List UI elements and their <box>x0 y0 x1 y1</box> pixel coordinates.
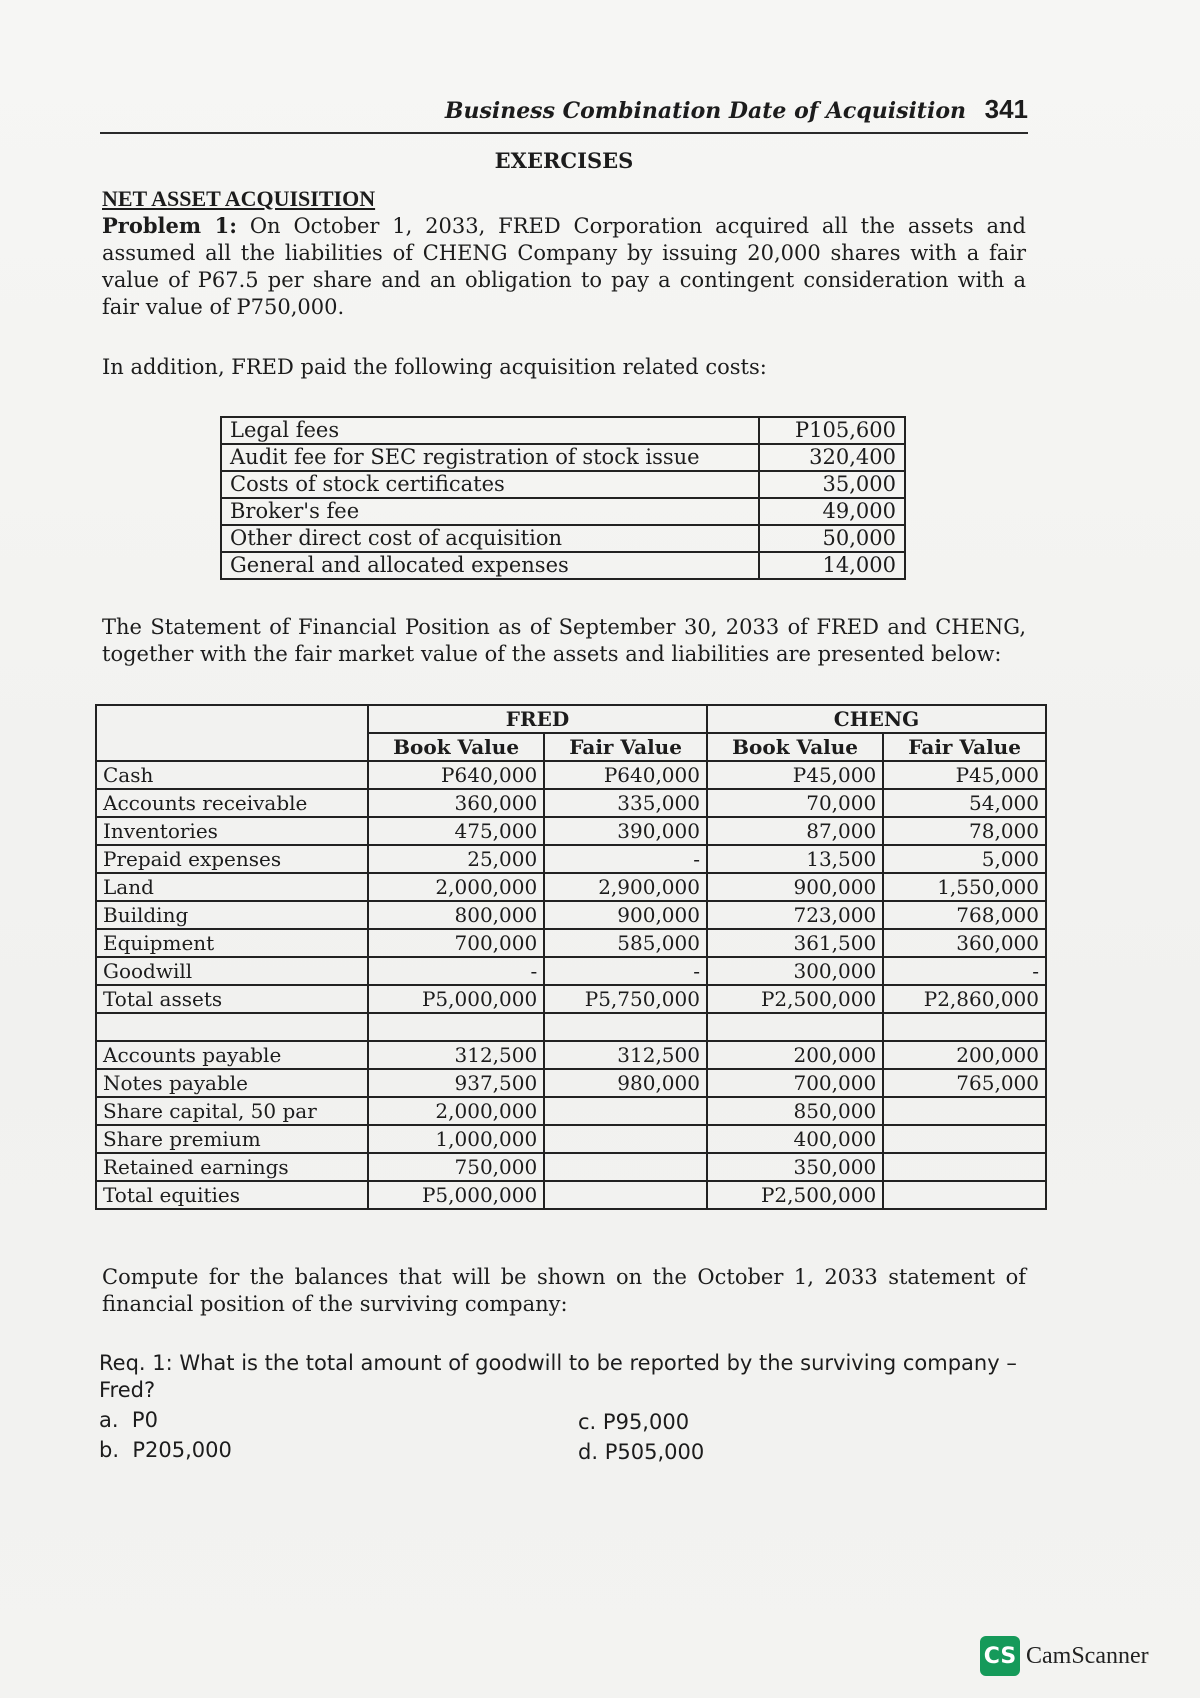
cost-amount: 320,400 <box>759 444 905 471</box>
table-row <box>96 901 1046 929</box>
cell-value: 765,000 <box>883 1069 1046 1097</box>
financial-position-table <box>95 704 1047 1210</box>
page-number: 341 <box>984 94 1028 124</box>
cell-value: 475,000 <box>368 817 544 845</box>
cell-value: 723,000 <box>707 901 883 929</box>
choice-d <box>578 1440 704 1464</box>
cell-value: 2,000,000 <box>368 873 544 901</box>
cell-value: 750,000 <box>368 1153 544 1181</box>
choice-a <box>99 1408 158 1432</box>
financial-position-body <box>96 761 1046 1209</box>
choice-letter: a. <box>99 1408 119 1432</box>
cell-value: 900,000 <box>544 901 707 929</box>
running-header <box>100 92 1028 134</box>
cell-value: 87,000 <box>707 817 883 845</box>
table-row <box>221 525 905 552</box>
choice-c <box>578 1410 689 1434</box>
table-row <box>96 1069 1046 1097</box>
problem-label: Problem 1: <box>102 213 237 238</box>
cell-value: P45,000 <box>707 761 883 789</box>
cell-value: 200,000 <box>707 1041 883 1069</box>
empty-cell <box>544 1013 707 1041</box>
cell-value: 1,550,000 <box>883 873 1046 901</box>
empty-header-cell <box>96 705 368 733</box>
table-row <box>221 498 905 525</box>
cell-value: 700,000 <box>368 929 544 957</box>
empty-cell <box>368 1013 544 1041</box>
cell-value: 937,500 <box>368 1069 544 1097</box>
cell-value <box>544 1097 707 1125</box>
camscanner-brand: CamScanner <box>1026 1642 1149 1669</box>
column-header-row <box>96 733 1046 761</box>
cell-value: 700,000 <box>707 1069 883 1097</box>
cell-value: 768,000 <box>883 901 1046 929</box>
row-label: Inventories <box>96 817 368 845</box>
column-header: Fair Value <box>883 733 1046 761</box>
cost-amount: 49,000 <box>759 498 905 525</box>
row-label: Land <box>96 873 368 901</box>
cell-value: 361,500 <box>707 929 883 957</box>
cell-value: P5,000,000 <box>368 1181 544 1209</box>
exercises-heading: EXERCISES <box>494 148 634 173</box>
row-label: Accounts payable <box>96 1041 368 1069</box>
cell-value: - <box>368 957 544 985</box>
problem-text: On October 1, 2033, FRED Corporation acquired all the assets and assumed all the liabilities of CHENG Company by issuing 20,000 shares with a fair value of P67.5 per share and an obligation to pay a contingent consideration with a fair value of P750,000. <box>102 214 1027 319</box>
row-label: Accounts receivable <box>96 789 368 817</box>
cell-value: 200,000 <box>883 1041 1046 1069</box>
empty-header-cell <box>96 733 368 761</box>
cost-item: Other direct cost of acquisition <box>221 525 759 552</box>
compute-instruction: Compute for the balances that will be shown on the October 1, 2033 statement of financial position of the surviving company: <box>102 1265 1026 1316</box>
acquisition-costs-table <box>220 416 906 580</box>
cost-item: Legal fees <box>221 417 759 444</box>
sfp-intro: The Statement of Financial Position as of September 30, 2033 of FRED and CHENG, together with the fair market value of the assets and liabilities are presented below: <box>102 615 1026 666</box>
cell-value <box>883 1153 1046 1181</box>
choice-letter: d. <box>578 1440 599 1464</box>
table-row <box>96 1097 1046 1125</box>
cell-value: - <box>883 957 1046 985</box>
cell-value: 25,000 <box>368 845 544 873</box>
cell-value: - <box>544 957 707 985</box>
cell-value: 980,000 <box>544 1069 707 1097</box>
row-label: Total equities <box>96 1181 368 1209</box>
choice-letter: b. <box>99 1438 120 1462</box>
row-label: Notes payable <box>96 1069 368 1097</box>
cost-item: General and allocated expenses <box>221 552 759 579</box>
cell-value: 850,000 <box>707 1097 883 1125</box>
cell-value: 312,500 <box>544 1041 707 1069</box>
company-fred-header: FRED <box>368 705 707 733</box>
spacer-row <box>96 1013 1046 1041</box>
camscanner-watermark <box>980 1636 1149 1676</box>
table-row <box>96 929 1046 957</box>
cell-value: P2,500,000 <box>707 985 883 1013</box>
cell-value: 54,000 <box>883 789 1046 817</box>
cell-value: 335,000 <box>544 789 707 817</box>
problem-paragraph <box>102 212 1026 321</box>
cell-value: 70,000 <box>707 789 883 817</box>
row-label: Share premium <box>96 1125 368 1153</box>
table-row <box>96 873 1046 901</box>
choice-b <box>99 1438 232 1462</box>
cell-value: 1,000,000 <box>368 1125 544 1153</box>
cell-value: 360,000 <box>368 789 544 817</box>
cell-value: 13,500 <box>707 845 883 873</box>
row-label: Equipment <box>96 929 368 957</box>
cost-item: Costs of stock certificates <box>221 471 759 498</box>
cost-item: Broker's fee <box>221 498 759 525</box>
empty-cell <box>96 1013 368 1041</box>
cost-item: Audit fee for SEC registration of stock issue <box>221 444 759 471</box>
choice-text: P0 <box>131 1408 158 1432</box>
table-row <box>96 789 1046 817</box>
cell-value <box>883 1181 1046 1209</box>
cell-value: 350,000 <box>707 1153 883 1181</box>
table-row <box>96 817 1046 845</box>
row-label: Retained earnings <box>96 1153 368 1181</box>
cell-value: 390,000 <box>544 817 707 845</box>
cell-value: - <box>544 845 707 873</box>
cell-value: 5,000 <box>883 845 1046 873</box>
column-header: Fair Value <box>544 733 707 761</box>
row-label: Goodwill <box>96 957 368 985</box>
empty-cell <box>883 1013 1046 1041</box>
camscanner-logo-icon: CS <box>980 1636 1020 1676</box>
cell-value: 2,000,000 <box>368 1097 544 1125</box>
cell-value: 312,500 <box>368 1041 544 1069</box>
table-row <box>96 1181 1046 1209</box>
section-title: NET ASSET ACQUISITION <box>102 186 376 211</box>
choice-text: P205,000 <box>132 1438 232 1462</box>
cell-value: 300,000 <box>707 957 883 985</box>
table-row <box>96 845 1046 873</box>
choice-text: P505,000 <box>604 1440 705 1464</box>
cell-value: P2,500,000 <box>707 1181 883 1209</box>
cell-value <box>544 1153 707 1181</box>
cell-value <box>544 1181 707 1209</box>
cell-value: P640,000 <box>544 761 707 789</box>
row-label: Prepaid expenses <box>96 845 368 873</box>
cost-amount: 35,000 <box>759 471 905 498</box>
company-header-row <box>96 705 1046 733</box>
table-row <box>221 417 905 444</box>
cell-value: P5,000,000 <box>368 985 544 1013</box>
cell-value <box>883 1097 1046 1125</box>
cell-value: P45,000 <box>883 761 1046 789</box>
cell-value: P5,750,000 <box>544 985 707 1013</box>
cost-amount: 50,000 <box>759 525 905 552</box>
costs-intro: In addition, FRED paid the following acquisition related costs: <box>102 355 767 379</box>
table-row <box>221 552 905 579</box>
cost-amount: P105,600 <box>759 417 905 444</box>
row-label: Cash <box>96 761 368 789</box>
table-row <box>221 444 905 471</box>
table-row <box>96 985 1046 1013</box>
cell-value: 400,000 <box>707 1125 883 1153</box>
choice-text: P95,000 <box>602 1410 690 1434</box>
table-row <box>96 761 1046 789</box>
question-text: Req. 1: What is the total amount of goodwill to be reported by the surviving company – Fred? <box>99 1351 1017 1402</box>
cell-value: 800,000 <box>368 901 544 929</box>
row-label: Share capital, 50 par <box>96 1097 368 1125</box>
cell-value: 2,900,000 <box>544 873 707 901</box>
cost-amount: 14,000 <box>759 552 905 579</box>
empty-cell <box>707 1013 883 1041</box>
table-row <box>96 1125 1046 1153</box>
table-row <box>221 471 905 498</box>
company-cheng-header: CHENG <box>707 705 1046 733</box>
cell-value: P640,000 <box>368 761 544 789</box>
cell-value: 585,000 <box>544 929 707 957</box>
cell-value: 360,000 <box>883 929 1046 957</box>
cell-value <box>544 1125 707 1153</box>
choice-letter: c. <box>578 1410 597 1434</box>
column-header: Book Value <box>368 733 544 761</box>
column-header: Book Value <box>707 733 883 761</box>
table-row <box>96 1153 1046 1181</box>
table-row <box>96 1041 1046 1069</box>
row-label: Building <box>96 901 368 929</box>
row-label: Total assets <box>96 985 368 1013</box>
cell-value: 78,000 <box>883 817 1046 845</box>
running-title: Business Combination Date of Acquisition <box>444 98 966 124</box>
table-row <box>96 957 1046 985</box>
cell-value: P2,860,000 <box>883 985 1046 1013</box>
cell-value <box>883 1125 1046 1153</box>
cell-value: 900,000 <box>707 873 883 901</box>
